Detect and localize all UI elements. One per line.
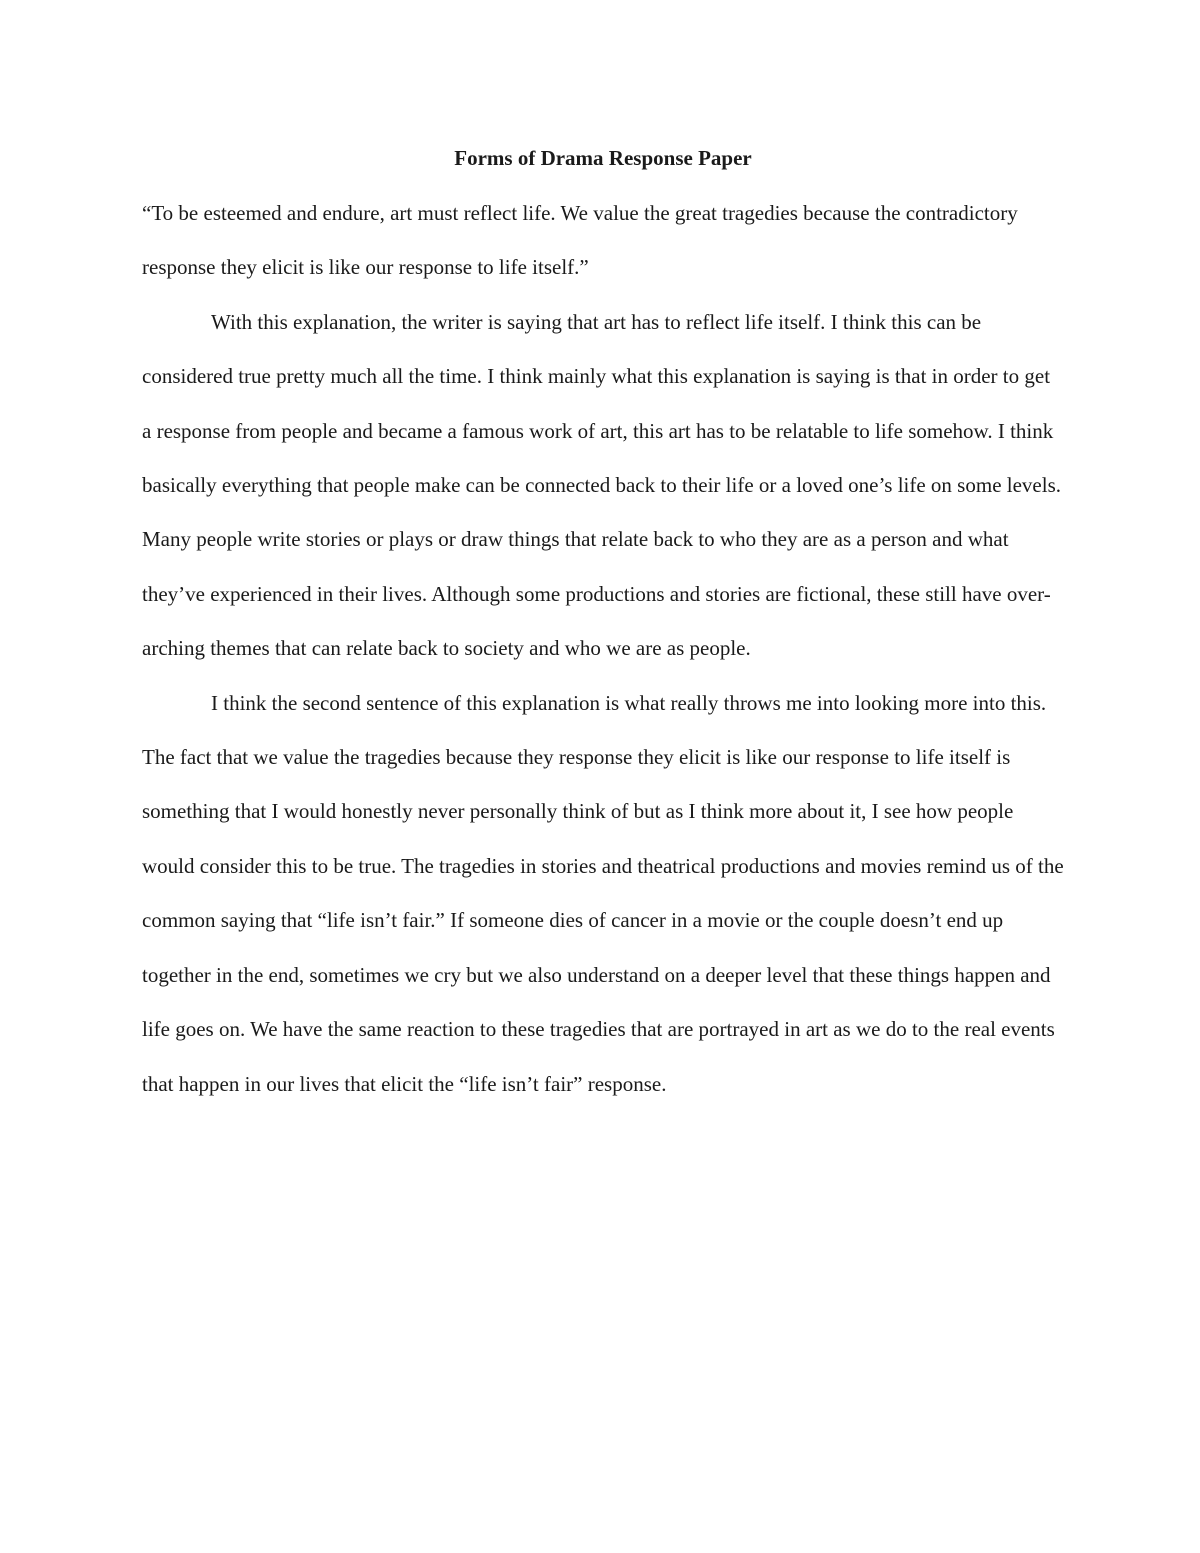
paragraph-1: With this explanation, the writer is saying that art has to reflect life itself. I think this can be considered true pretty much all the time. I think mainly what this explanation is saying is that in order to get a response from people and became a famous work of art, this art has to be relatable to life somehow. I think basically everything that people make can be connected back to their life or a loved one’s life on some levels. Many people write stories or plays or draw things that relate back to who they are as a person and what they’ve experienced in their lives. Although some productions and stories are fictional, these still have over-arching themes that can relate back to society and who we are as people. xyxy=(142,309,1061,661)
document-title: Forms of Drama Response Paper xyxy=(454,146,752,170)
opening-quote: “To be esteemed and endure, art must reflect life. We value the great tragedies because the contradictory response they elicit is like our response to life itself.” xyxy=(142,201,1018,280)
document-body xyxy=(142,140,1064,1111)
paragraph-2: I think the second sentence of this explanation is what really throws me into looking more into this. The fact that we value the tragedies because they response they elicit is like our response to life itself is something that I would honestly never personally think of but as I think more about it, I see how people would consider this to be true. The tragedies in stories and theatrical productions and movies remind us of the common saying that “life isn’t fair.” If someone dies of cancer in a movie or the couple doesn’t end up together in the end, sometimes we cry but we also understand on a deeper level that these things happen and life goes on. We have the same reaction to these tragedies that are portrayed in art as we do to the real events that happen in our lives that elicit the “life isn’t fair” response. xyxy=(142,690,1064,1096)
